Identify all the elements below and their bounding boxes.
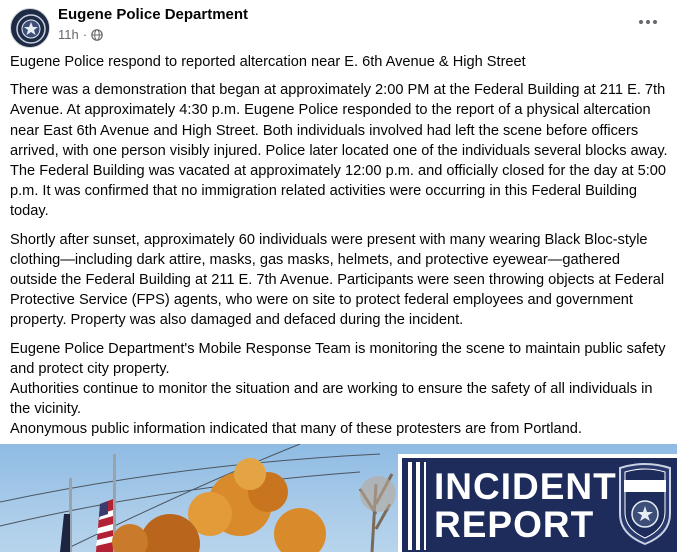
more-options-icon xyxy=(638,19,658,25)
page-name-link[interactable]: Eugene Police Department xyxy=(58,6,249,23)
post-paragraph: Authorities continue to monitor the situation and are working to ensure the safety of all individuals in the vicinity. xyxy=(10,381,653,418)
post-timestamp[interactable]: 11h xyxy=(58,27,79,42)
police-badge-logo-icon xyxy=(11,9,50,48)
more-options-button[interactable] xyxy=(632,8,664,36)
banner-stripes xyxy=(408,462,426,550)
post-header xyxy=(0,0,677,50)
post-paragraph: Eugene Police Department's Mobile Response Team is monitoring the scene to maintain public safety and protect city property. xyxy=(10,340,666,377)
police-badge-icon xyxy=(616,462,674,546)
banner-title-line2: REPORT xyxy=(434,504,595,545)
post-photo[interactable] xyxy=(0,444,677,552)
banner-title-line1: INCIDENT xyxy=(434,466,617,507)
post-headline: Eugene Police respond to reported altercation near E. 6th Avenue & High Street xyxy=(10,54,526,70)
incident-report-banner xyxy=(398,454,677,552)
post-meta: 11h · xyxy=(58,27,103,42)
post-paragraph: Anonymous public information indicated that many of these protesters are from Portland. xyxy=(10,421,582,438)
globe-icon xyxy=(91,29,103,41)
post-body xyxy=(10,52,670,440)
post-paragraph: There was a demonstration that began at approximately 2:00 PM at the Federal Building at 211 E. 7th Avenue. At approximately 4:30 p.m. Eugene Police responded to the report of a physical altercation near East 6th Avenue and High Street. Both individuals involved had left the scene before officers arrived, with one person visibly injured. Police later located one of the individuals several blocks away. The Federal Building was vacated at approximately 12:00 p.m. and officially closed for the day at 5:00 p.m. It was confirmed that no immigration related activities were occurring in this Federal Building today. xyxy=(10,82,668,220)
page-avatar[interactable] xyxy=(10,8,50,48)
post-paragraph: Shortly after sunset, approximately 60 individuals were present with many wearing Black Bloc-style clothing—including dark attire, masks, gas masks, helmets, and protective eyewear—gathered outside the Federal Building at 211 E. 7th Avenue. Participants were seen throwing objects at Federal Protective Service (FPS) agents, who were on site to protect federal employees and government property. Property was also damaged and defaced during the incident. xyxy=(10,231,665,329)
